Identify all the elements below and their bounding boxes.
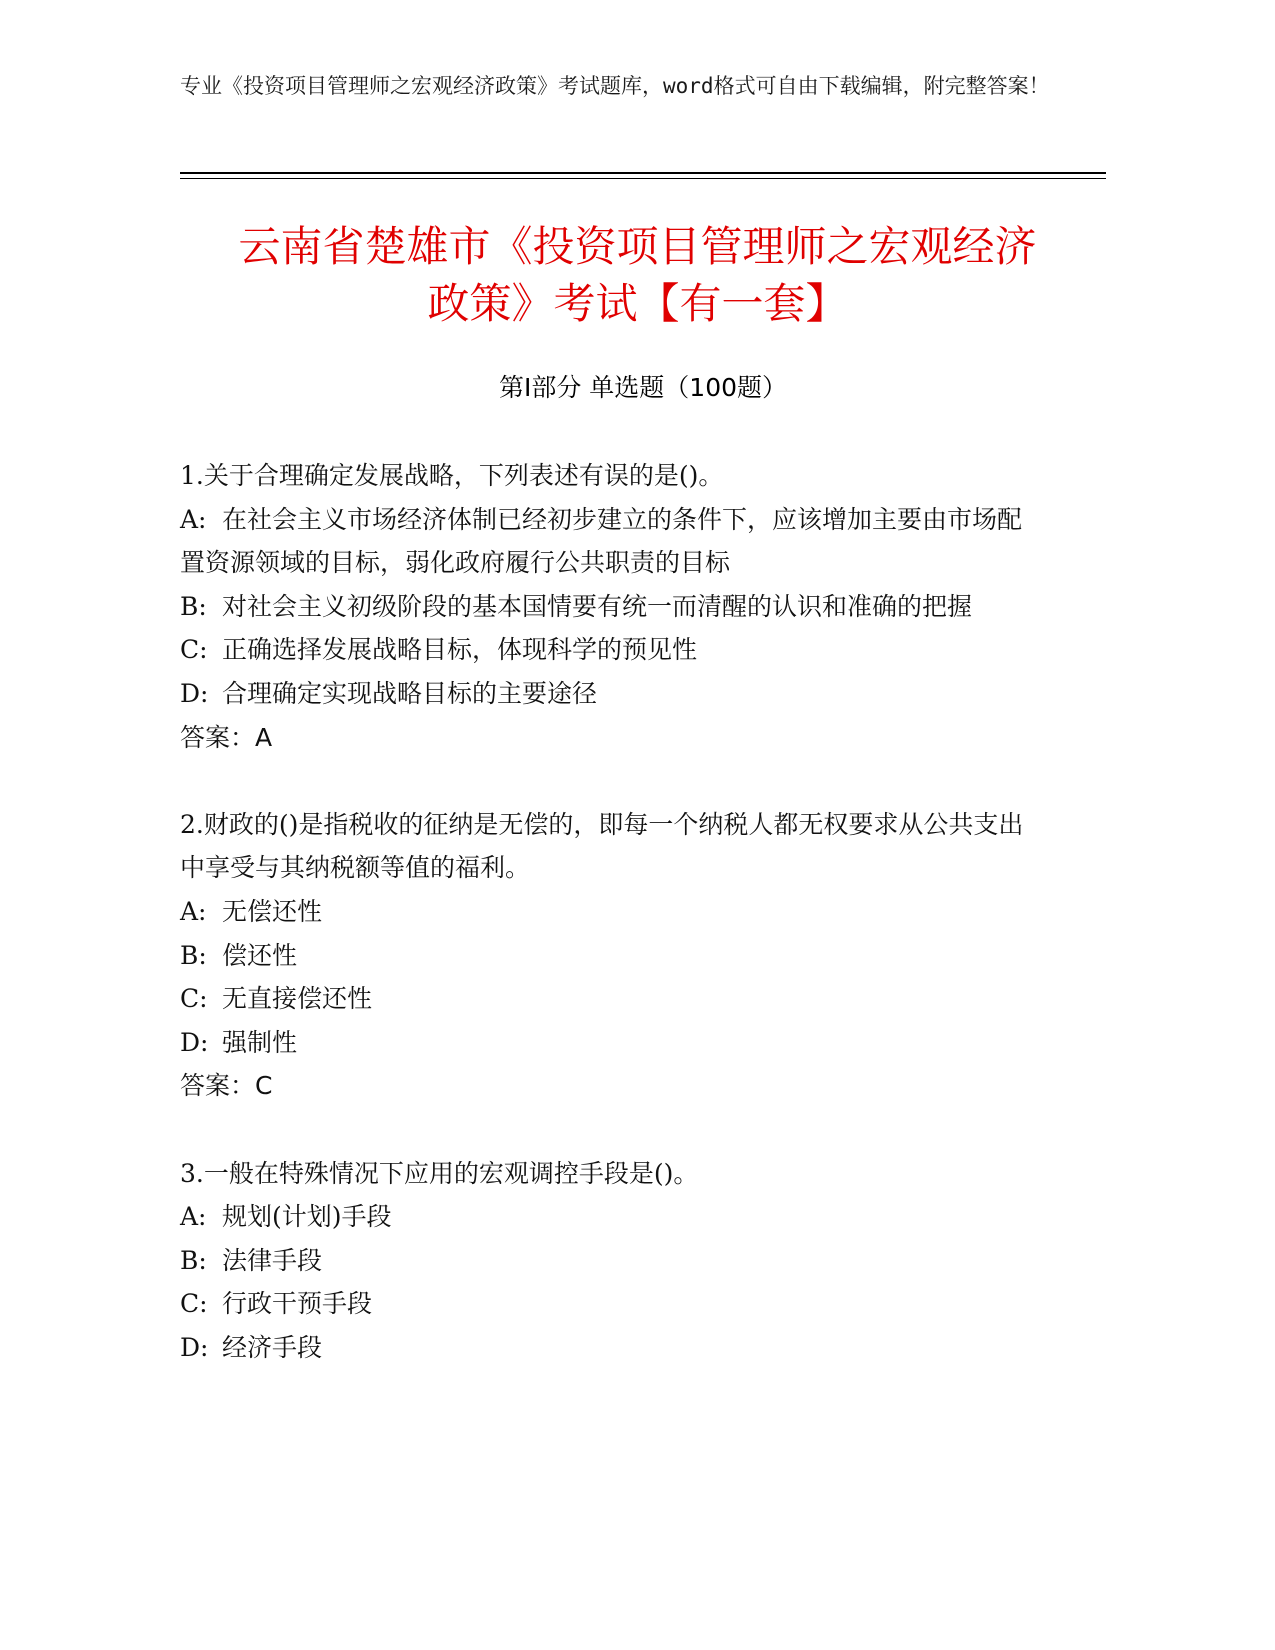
option-letter: A: xyxy=(180,1202,207,1232)
option-text: 无偿还性 xyxy=(222,896,323,926)
question-1 xyxy=(180,454,1040,759)
answer-line: 答案：A xyxy=(180,722,273,752)
option-letter: C: xyxy=(180,984,208,1014)
option-letter: B: xyxy=(180,1245,207,1275)
answer-line: 答案：C xyxy=(180,1071,273,1101)
option-a xyxy=(180,498,1040,585)
option-d xyxy=(180,1326,1040,1370)
option-text: 经济手段 xyxy=(222,1332,323,1362)
header-divider-thick xyxy=(180,172,1106,174)
option-letter: C: xyxy=(180,635,208,665)
question-3 xyxy=(180,1152,1040,1370)
option-letter: A: xyxy=(180,504,207,534)
document-title xyxy=(140,218,1135,332)
option-text: 在社会主义市场经济体制已经初步建立的条件下，应该增加主要由市场配置资源领域的目标，弱化政府履行公共职责的目标 xyxy=(180,504,1023,578)
option-c xyxy=(180,977,1040,1021)
option-text: 法律手段 xyxy=(222,1245,323,1275)
question-2 xyxy=(180,803,1040,1108)
option-letter: B: xyxy=(180,591,207,621)
option-letter: D: xyxy=(180,1027,209,1057)
option-a xyxy=(180,1195,1040,1239)
option-text: 合理确定实现战略目标的主要途径 xyxy=(222,678,598,708)
option-letter: C: xyxy=(180,1289,208,1319)
option-letter: A: xyxy=(180,896,207,926)
question-stem: 3.一般在特殊情况下应用的宏观调控手段是()。 xyxy=(180,1158,699,1188)
option-d xyxy=(180,1021,1040,1065)
option-text: 对社会主义初级阶段的基本国情要有统一而清醒的认识和准确的把握 xyxy=(222,591,973,621)
option-letter: D: xyxy=(180,1332,209,1362)
option-c xyxy=(180,628,1040,672)
option-d xyxy=(180,672,1040,716)
document-title-line-2: 政策》考试【有一套】 xyxy=(427,279,848,328)
option-text: 规划(计划)手段 xyxy=(222,1202,392,1232)
option-text: 强制性 xyxy=(222,1027,298,1057)
header-divider-thin xyxy=(180,178,1106,179)
header-note: 专业《投资项目管理师之宏观经济政策》考试题库，word格式可自由下载编辑，附完整答案！ xyxy=(180,74,1050,98)
option-letter: D: xyxy=(180,678,209,708)
option-text: 偿还性 xyxy=(222,940,298,970)
document-title-line-1: 云南省楚雄市《投资项目管理师之宏观经济 xyxy=(238,222,1037,271)
option-text: 无直接偿还性 xyxy=(222,984,373,1014)
option-a xyxy=(180,890,1040,934)
question-stem: 2.财政的()是指税收的征纳是无偿的，即每一个纳税人都无权要求从公共支出中享受与其纳税额等值的福利。 xyxy=(180,809,1024,883)
option-c xyxy=(180,1282,1040,1326)
option-letter: B: xyxy=(180,940,207,970)
option-b xyxy=(180,585,1040,629)
option-b xyxy=(180,1239,1040,1283)
option-text: 行政干预手段 xyxy=(222,1289,373,1319)
option-b xyxy=(180,934,1040,978)
question-stem: 1.关于合理确定发展战略，下列表述有误的是()。 xyxy=(180,461,724,490)
question-list xyxy=(180,454,1040,1413)
option-text: 正确选择发展战略目标，体现科学的预见性 xyxy=(222,635,698,665)
section-title: 第Ⅰ部分 单选题（100题） xyxy=(498,373,788,402)
